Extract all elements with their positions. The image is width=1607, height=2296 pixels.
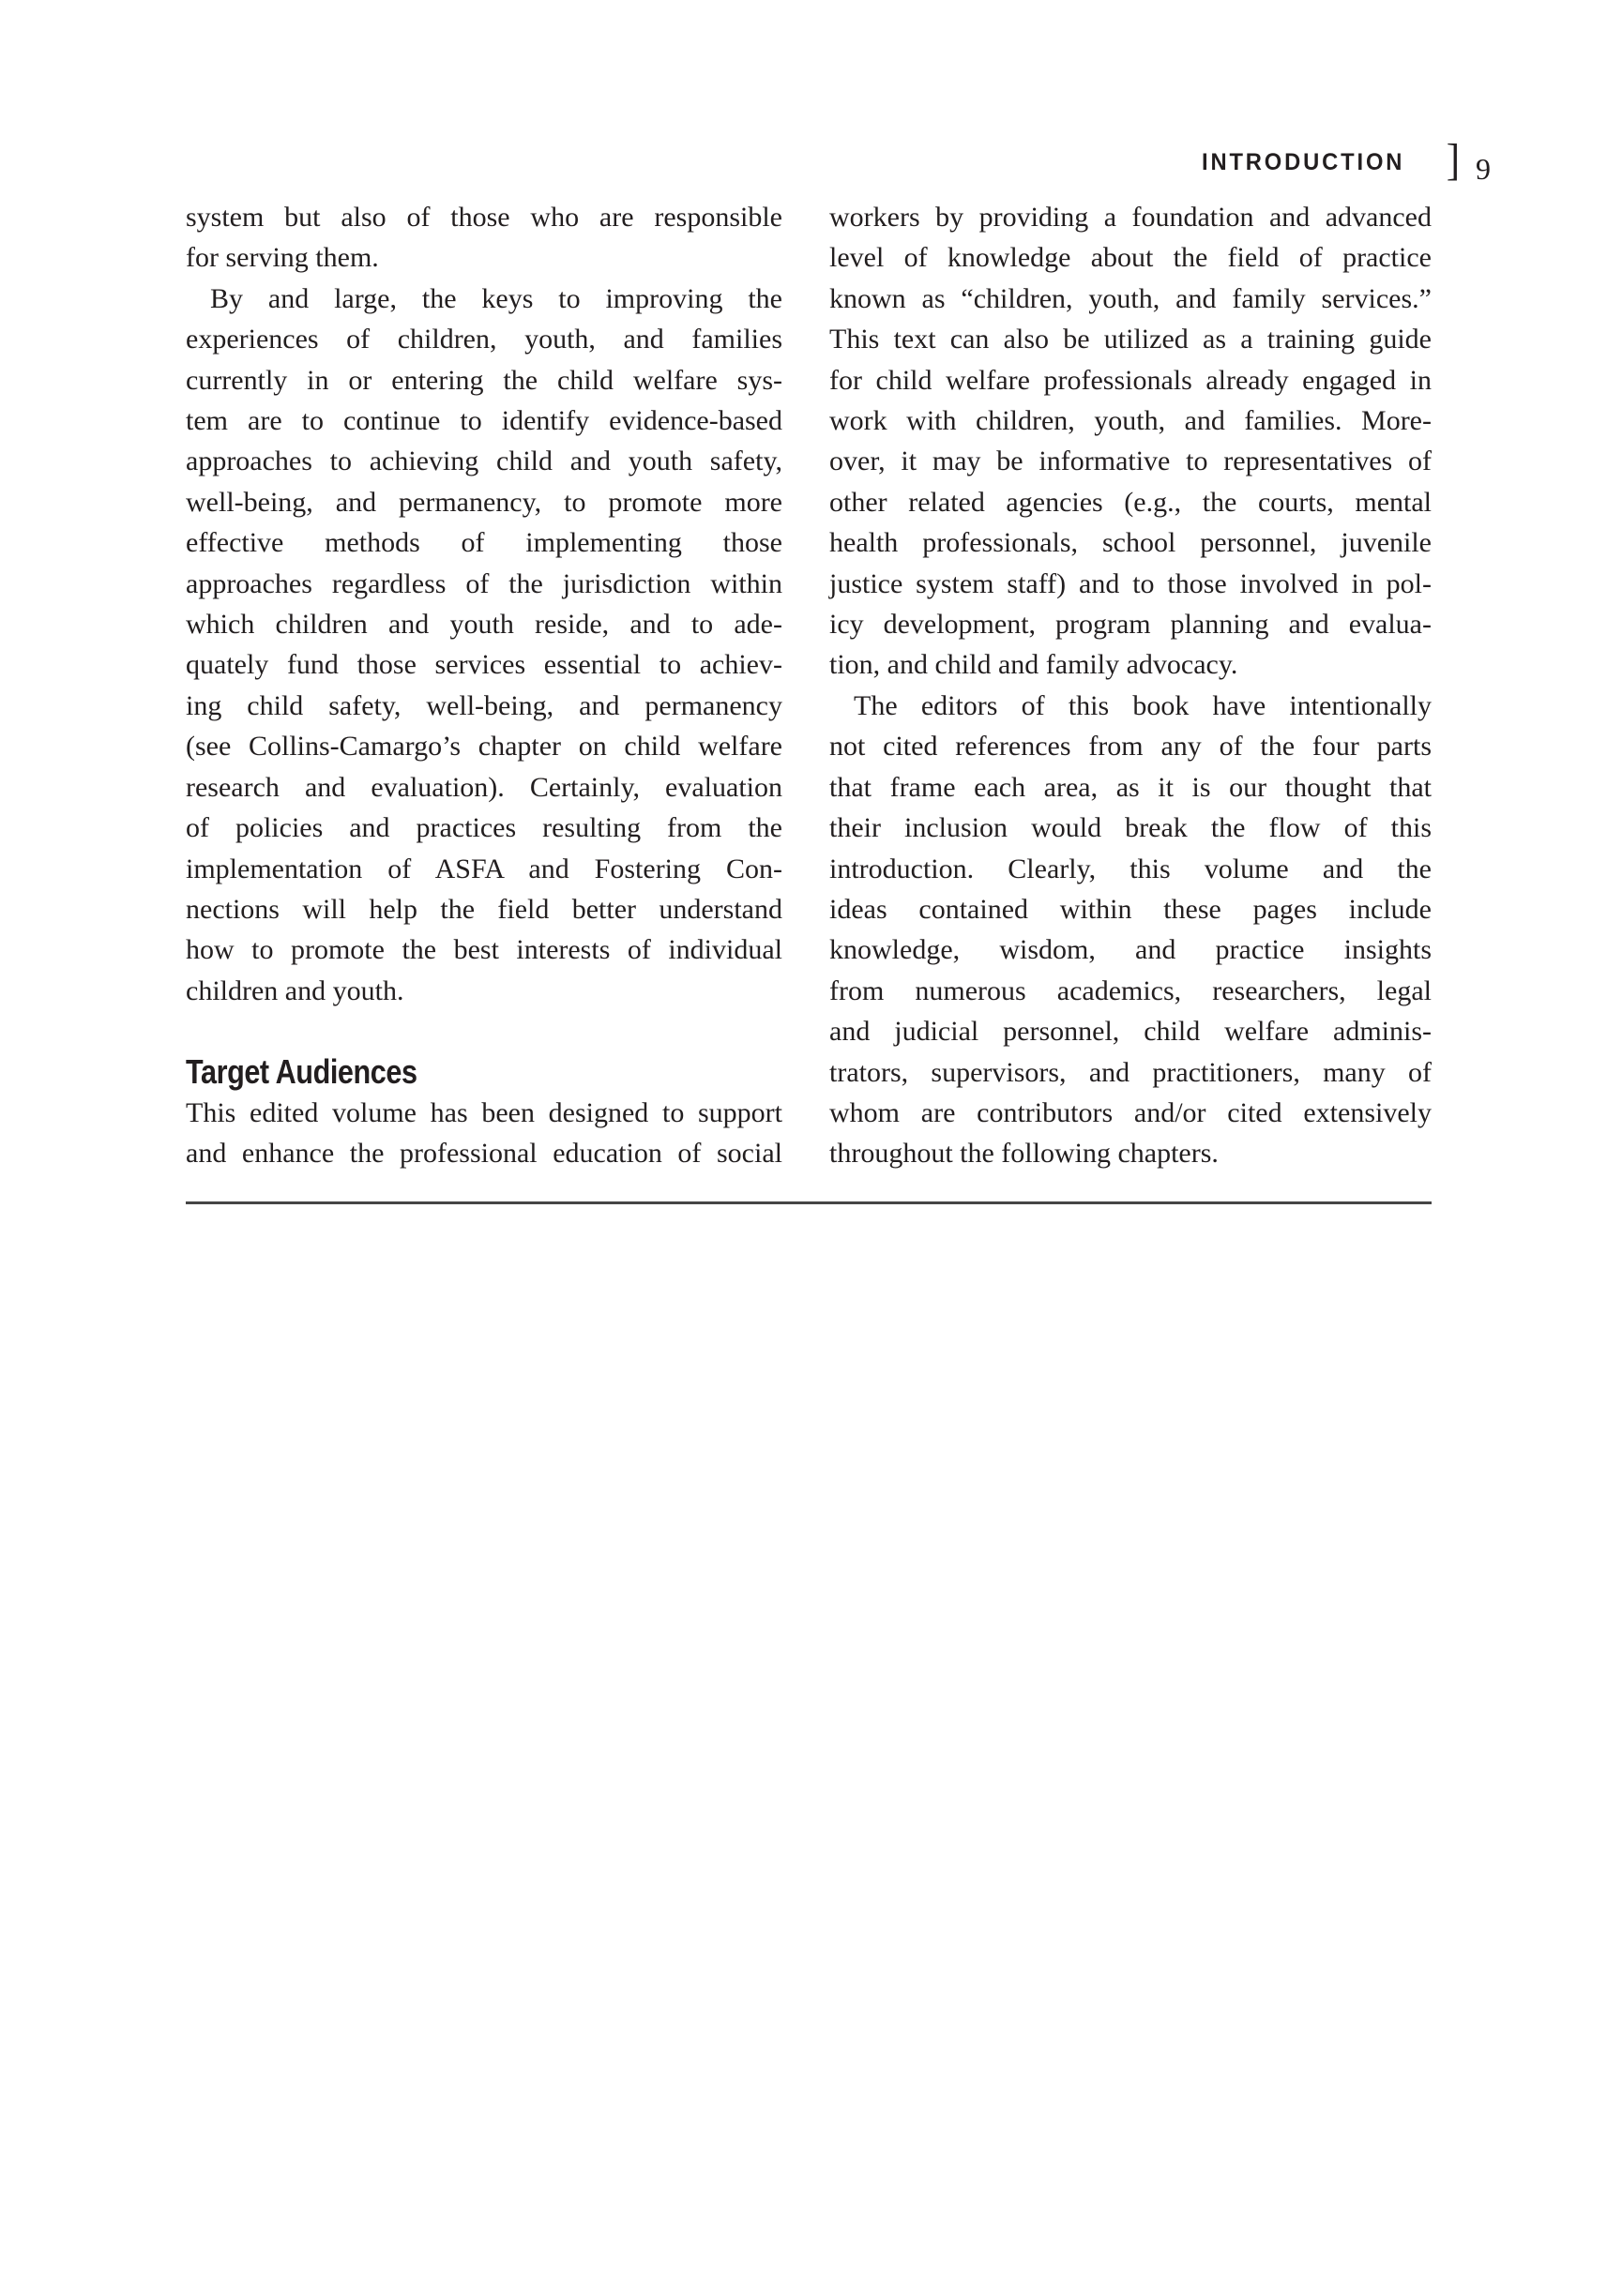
- text-line: for child welfare professionals already engaged in: [829, 364, 1432, 396]
- folio-bracket: ]: [1446, 135, 1461, 185]
- text-line: and judicial personnel, child welfare adminis-: [829, 1016, 1432, 1048]
- footer-rule: [186, 1201, 1432, 1204]
- text-line: health professionals, school personnel, juvenile: [829, 527, 1432, 559]
- text-line: nections will help the field better understand: [186, 893, 782, 925]
- text-line: of policies and practices resulting from the: [186, 812, 782, 844]
- text-line: over, it may be informative to representatives of: [829, 446, 1432, 477]
- text-line: which children and youth reside, and to ade-: [186, 609, 782, 641]
- text-line: not cited references from any of the four parts: [829, 731, 1432, 763]
- text-line: research and evaluation). Certainly, evaluation: [186, 771, 782, 803]
- text-line: throughout the following chapters.: [829, 1138, 1219, 1170]
- text-line: work with children, youth, and families. More-: [829, 405, 1432, 437]
- page-number: 9: [1476, 152, 1491, 186]
- text-line: approaches regardless of the jurisdiction within: [186, 567, 782, 599]
- section-heading: [186, 1051, 782, 1092]
- text-line: that frame each area, as it is our thought that: [829, 771, 1432, 803]
- text-line: effective methods of implementing those: [186, 527, 782, 559]
- text-line: justice system staff) and to those involved in pol-: [829, 567, 1432, 599]
- text-line: and enhance the professional education of social: [186, 1137, 782, 1169]
- text-line: (see Collins-Camargo’s chapter on child welfare: [186, 731, 782, 763]
- text-line: quately fund those services essential to achiev-: [186, 649, 782, 681]
- text-line: ideas contained within these pages include: [829, 893, 1432, 925]
- text-line: The editors of this book have intentionally: [854, 689, 1432, 721]
- text-line: whom are contributors and/or cited extensively: [829, 1096, 1432, 1128]
- text-line: introduction. Clearly, this volume and the: [829, 853, 1432, 884]
- text-line: This text can also be utilized as a training guide: [829, 324, 1432, 355]
- text-line: knowledge, wisdom, and practice insights: [829, 934, 1432, 966]
- text-line: from numerous academics, researchers, legal: [829, 974, 1432, 1006]
- text-line: for serving them.: [186, 242, 379, 274]
- text-line: level of knowledge about the field of practice: [829, 242, 1432, 274]
- text-line: trators, supervisors, and practitioners, many of: [829, 1056, 1432, 1088]
- section-heading-text: Target Audiences: [186, 1052, 417, 1092]
- text-line: icy development, program planning and evalua-: [829, 609, 1432, 641]
- text-line: tion, and child and family advocacy.: [829, 649, 1238, 681]
- text-line: This edited volume has been designed to support: [186, 1096, 782, 1128]
- text-line: approaches to achieving child and youth safety,: [186, 446, 782, 477]
- text-line: By and large, the keys to improving the: [210, 282, 782, 314]
- text-line: their inclusion would break the flow of this: [829, 812, 1432, 844]
- text-line: system but also of those who are responsible: [186, 202, 782, 233]
- text-line: other related agencies (e.g., the courts, mental: [829, 486, 1432, 518]
- left-column: [186, 197, 782, 1173]
- text-line: workers by providing a foundation and advanced: [829, 202, 1432, 233]
- text-line: how to promote the best interests of individual: [186, 934, 782, 966]
- text-line: well-being, and permanency, to promote more: [186, 486, 782, 518]
- running-head: INTRODUCTION: [1202, 149, 1405, 175]
- text-line: known as “children, youth, and family services.”: [829, 282, 1432, 314]
- text-line: children and youth.: [186, 974, 404, 1006]
- right-column: [829, 197, 1432, 1174]
- text-line: currently in or entering the child welfare sys-: [186, 364, 782, 396]
- text-line: ing child safety, well-being, and permanency: [186, 689, 782, 721]
- text-line: implementation of ASFA and Fostering Con-: [186, 853, 782, 884]
- text-line: tem are to continue to identify evidence-based: [186, 405, 782, 437]
- text-line: experiences of children, youth, and families: [186, 324, 782, 355]
